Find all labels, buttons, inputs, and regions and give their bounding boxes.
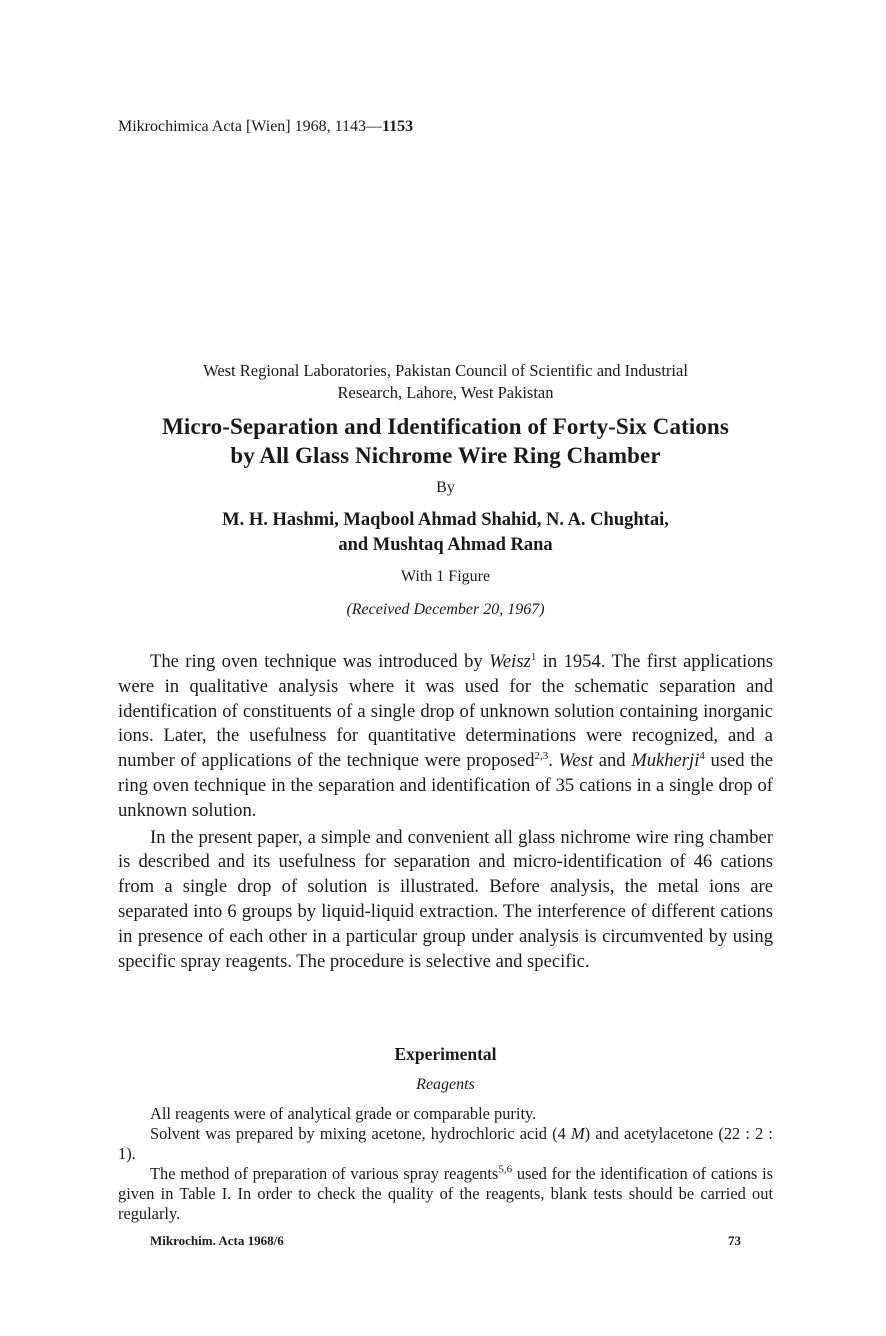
reagents-paragraph-2-text-a: Solvent was prepared by mixing acetone, hydrochloric acid (4 bbox=[150, 1124, 571, 1143]
reagents-paragraph-3-text-b: used for the identification of cations is given in Table I. In order to check the quality of the reagents, blank tests should be carried out regularly. bbox=[118, 1164, 773, 1223]
paragraph-1-text-d: and bbox=[593, 750, 632, 772]
author-ref-mukherji: Mukherji bbox=[631, 750, 700, 772]
byline: By bbox=[436, 479, 455, 496]
body-text bbox=[118, 650, 773, 974]
affiliation-line-2: Research, Lahore, West Pakistan bbox=[337, 383, 554, 402]
received-date: (Received December 20, 1967) bbox=[346, 601, 545, 618]
reagents-text bbox=[118, 1104, 773, 1224]
reference-marker: 5,6 bbox=[498, 1163, 513, 1176]
paragraph-2: In the present paper, a simple and convenient all glass nichrome wire ring chamber is described and its usefulness for separation and micro-identification of 46 cations from a single drop of solution is illustrated. Before analysis, the metal ions are separated into 6 groups by liquid-liquid extraction. The interference of different cations in presence of each other in a particular group under analysis is circumvented by using specific spray reagents. The procedure is selective and specific. bbox=[118, 826, 773, 972]
reagents-paragraph-3 bbox=[118, 1164, 773, 1224]
journal-citation bbox=[118, 118, 413, 136]
paragraph-1-text-e: used the ring oven technique in the separation and identification of 35 cations in a single drop of unknown solution. bbox=[118, 750, 773, 821]
affiliation-line-1: West Regional Laboratories, Pakistan Council of Scientific and Industrial bbox=[203, 361, 688, 380]
reference-marker: 4 bbox=[699, 750, 705, 762]
page-number: 73 bbox=[728, 1233, 741, 1248]
footer-journal: Mikrochim. Acta 1968/6 bbox=[150, 1233, 284, 1248]
affiliation bbox=[118, 360, 773, 404]
paper-title bbox=[118, 412, 773, 470]
title-line-1: Micro-Separation and Identification of Forty-Six Cations bbox=[162, 414, 729, 439]
author-ref-west: West bbox=[558, 750, 594, 772]
page-range-end: 1153 bbox=[382, 118, 414, 135]
reagents-paragraph-3-text-a: The method of preparation of various spray reagents bbox=[150, 1164, 499, 1183]
paragraph-1-text-a: The ring oven technique was introduced by bbox=[150, 651, 490, 672]
journal-name: Mikrochimica Acta [Wien] 1968, 1143— bbox=[118, 118, 383, 135]
title-line-2: by All Glass Nichrome Wire Ring Chamber bbox=[230, 443, 661, 468]
subsection-heading-reagents: Reagents bbox=[416, 1076, 475, 1093]
reagents-paragraph-2 bbox=[118, 1124, 773, 1164]
reagents-paragraph-2-text-b: ) and acetylacetone (22 : 2 : 1). bbox=[118, 1124, 773, 1163]
molarity-symbol: M bbox=[570, 1124, 585, 1143]
authors bbox=[118, 508, 773, 558]
reagents-paragraph-1: All reagents were of analytical grade or comparable purity. bbox=[150, 1104, 537, 1123]
section-heading-experimental: Experimental bbox=[394, 1044, 497, 1064]
authors-line-1: M. H. Hashmi, Maqbool Ahmad Shahid, N. A. Chughtai, bbox=[222, 510, 669, 530]
reference-marker: 2,3 bbox=[534, 750, 549, 762]
reference-marker: 1 bbox=[530, 650, 537, 663]
authors-line-2: and Mushtaq Ahmad Rana bbox=[338, 535, 553, 555]
author-ref-weisz: Weisz bbox=[489, 651, 531, 672]
paragraph-1-text-b: in 1954. The first applications were in qualitative analysis where it was used for the schematic separation and identification of constituents of a single drop of unknown solution containing inorganic ions. Later, the usefulness for quantitative determinations were recognized, and a number of applications of the technique were proposed bbox=[118, 651, 773, 772]
figure-note: With 1 Figure bbox=[400, 568, 491, 585]
paragraph-1-text-c: . bbox=[548, 750, 559, 772]
paragraph-1 bbox=[118, 650, 773, 824]
